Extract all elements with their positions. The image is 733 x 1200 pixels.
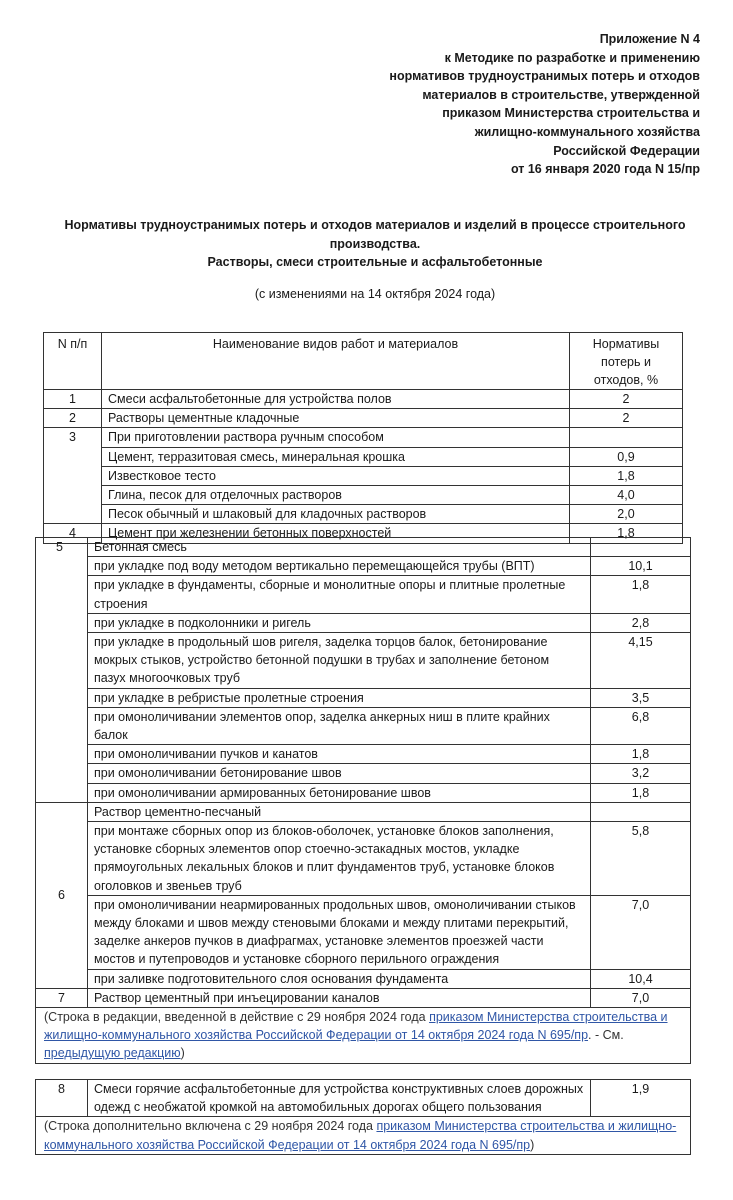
row-value-empty bbox=[591, 802, 691, 821]
row-group-name: Бетонная смесь bbox=[88, 538, 591, 557]
row-value-empty bbox=[591, 538, 691, 557]
note-text: ) bbox=[530, 1137, 535, 1152]
table-note-row bbox=[36, 1117, 691, 1154]
header-name: Наименование видов работ и материалов bbox=[102, 333, 570, 390]
table-row bbox=[36, 688, 691, 707]
title-line-1: Нормативы трудноустранимых потерь и отходов материалов и изделий в процессе строительного bbox=[64, 218, 686, 232]
row-value: 6,8 bbox=[591, 707, 691, 744]
table-row bbox=[36, 707, 691, 744]
table-header-row bbox=[44, 333, 683, 390]
title-line-2: производства. bbox=[329, 236, 421, 251]
row-name: при заливке подготовительного слоя основания фундамента bbox=[88, 969, 591, 988]
norms-table-part-1 bbox=[43, 332, 683, 544]
title-line-3: Растворы, смеси строительные и асфальтобетонные bbox=[207, 255, 543, 270]
row-name: Растворы цементные кладочные bbox=[102, 409, 570, 428]
row-note bbox=[36, 1117, 691, 1154]
previous-edition-link[interactable]: предыдущую редакцию bbox=[44, 1046, 181, 1061]
row-num: 8 bbox=[36, 1080, 88, 1117]
row-num: 7 bbox=[36, 988, 88, 1007]
row-value: 1,8 bbox=[570, 466, 683, 485]
row-name: Известковое тесто bbox=[102, 466, 570, 485]
row-name: при омоноличивании армированных бетонирование швов bbox=[88, 783, 591, 802]
row-value: 5,8 bbox=[591, 822, 691, 896]
table-row bbox=[44, 466, 683, 485]
appendix-line: Приложение N 4 bbox=[599, 32, 700, 46]
row-name: Цемент, терразитовая смесь, минеральная крошка bbox=[102, 447, 570, 466]
document-subtitle: (с изменениями на 14 октября 2024 года) bbox=[254, 287, 496, 301]
row-name: при монтаже сборных опор из блоков-оболочек, установке блоков заполнения, установке сборных элементов опор стоечно-эстакадных мостов, укладке прямоугольных лекальных блоков и плит фундаментов труб, установке блоков оголовков и звеньев труб bbox=[88, 822, 591, 896]
document-title bbox=[40, 216, 710, 272]
row-name: Смеси асфальтобетонные для устройства полов bbox=[102, 390, 570, 409]
table-row bbox=[44, 505, 683, 524]
table-row bbox=[44, 390, 683, 409]
note-text: (Строка в редакции, введенной в действие с 29 ноября 2024 года bbox=[44, 1010, 430, 1025]
row-name: Смеси горячие асфальтобетонные для устройства конструктивных слоев дорожных одежд с необжатой кромкой на автомобильных дорогах общего пользования bbox=[88, 1080, 591, 1117]
row-name: при омоноличивании элементов опор, заделка анкерных ниш в плите крайних балок bbox=[88, 707, 591, 744]
row-name: при укладке в фундаменты, сборные и монолитные опоры и плитные пролетные строения bbox=[88, 576, 591, 613]
table-row bbox=[36, 802, 691, 821]
row-name: Раствор цементный при инъецировании каналов bbox=[88, 988, 591, 1007]
row-name: Цемент при железнении бетонных поверхностей bbox=[102, 524, 570, 543]
row-group-name: Раствор цементно-песчаный bbox=[88, 802, 591, 821]
table-row bbox=[44, 486, 683, 505]
row-value: 7,0 bbox=[591, 988, 691, 1007]
row-group-name: При приготовлении раствора ручным способом bbox=[102, 428, 570, 447]
table-row bbox=[36, 895, 691, 969]
order-link[interactable]: приказом Министерства строительства и жилищно-коммунального хозяйства Российской Федерации от 14 октября 2024 года N 695/пр bbox=[44, 1010, 668, 1043]
table-note-row bbox=[36, 1008, 691, 1064]
order-link[interactable]: приказом Министерства строительства и жилищно-коммунального хозяйства Российской Федерации от 14 октября 2024 года N 695/пр bbox=[44, 1119, 677, 1152]
row-value: 10,1 bbox=[591, 557, 691, 576]
row-name: при омоноличивании бетонирование швов bbox=[88, 764, 591, 783]
row-value: 4,15 bbox=[591, 633, 691, 689]
row-num: 3 bbox=[44, 428, 102, 524]
row-value: 1,8 bbox=[591, 745, 691, 764]
row-num: 5 bbox=[36, 538, 88, 803]
appendix-line: жилищно-коммунального хозяйства bbox=[474, 124, 700, 139]
table-row bbox=[36, 969, 691, 988]
table-row bbox=[36, 822, 691, 896]
row-name: при укладке в подколонники и ригель bbox=[88, 613, 591, 632]
row-value: 2 bbox=[570, 409, 683, 428]
table-row bbox=[36, 783, 691, 802]
row-name: при укладке в ребристые пролетные строения bbox=[88, 688, 591, 707]
row-name: при омоноличивании неармированных продольных швов, омоноличивании стыков между блоками и швов между стеновыми блоками и между плитами перекрытий, заделке анкеров пучков в диафрагмах, установке элементов проезжей части мостов и путепроводов и установке сборного перильного ограждения bbox=[88, 895, 591, 969]
table-row bbox=[36, 745, 691, 764]
note-text: (Строка дополнительно включена с 29 ноября 2024 года bbox=[44, 1119, 377, 1134]
row-num: 1 bbox=[44, 390, 102, 409]
appendix-header bbox=[300, 30, 700, 179]
header-num: N п/п bbox=[44, 333, 102, 390]
table-row bbox=[36, 1080, 691, 1117]
appendix-line: нормативов трудноустранимых потерь и отходов bbox=[389, 69, 700, 84]
row-value: 4,0 bbox=[570, 486, 683, 505]
table-row bbox=[36, 576, 691, 613]
appendix-line: от 16 января 2020 года N 15/пр bbox=[510, 162, 700, 177]
row-value: 1,8 bbox=[570, 524, 683, 543]
row-name: Глина, песок для отделочных растворов bbox=[102, 486, 570, 505]
row-value: 0,9 bbox=[570, 447, 683, 466]
row-value: 10,4 bbox=[591, 969, 691, 988]
table-row bbox=[44, 428, 683, 447]
row-num bbox=[36, 802, 88, 988]
appendix-line: приказом Министерства строительства и bbox=[442, 106, 700, 121]
row-value: 7,0 bbox=[591, 895, 691, 969]
row-value: 1,8 bbox=[591, 783, 691, 802]
row-num: 4 bbox=[44, 524, 102, 543]
row-value: 1,8 bbox=[591, 576, 691, 613]
table-row bbox=[44, 447, 683, 466]
header-norm: Нормативы потерь и отходов, % bbox=[570, 333, 683, 390]
row-name: при омоноличивании пучков и канатов bbox=[88, 745, 591, 764]
row-value: 2,8 bbox=[591, 613, 691, 632]
row-value: 2 bbox=[570, 390, 683, 409]
row-value-empty bbox=[570, 428, 683, 447]
appendix-line: к Методике по разработке и применению bbox=[444, 50, 700, 65]
row-name: при укладке в продольный шов ригеля, заделка торцов балок, бетонирование мокрых стыков, устройство бетонной подушки в трубах и заполнение бетоном пазух многоочковых труб bbox=[88, 633, 591, 689]
note-text: . - См. bbox=[588, 1028, 624, 1043]
table-row bbox=[44, 409, 683, 428]
table-row bbox=[36, 538, 691, 557]
table-row bbox=[36, 988, 691, 1007]
appendix-line: Российской Федерации bbox=[553, 143, 700, 158]
table-row bbox=[36, 613, 691, 632]
row-value: 3,2 bbox=[591, 764, 691, 783]
row-note bbox=[36, 1008, 691, 1064]
table-row bbox=[36, 764, 691, 783]
note-text: ) bbox=[180, 1046, 185, 1061]
row-num: 2 bbox=[44, 409, 102, 428]
norms-table-part-3 bbox=[35, 1079, 691, 1155]
row-value: 1,9 bbox=[591, 1080, 691, 1117]
row-value: 2,0 bbox=[570, 505, 683, 524]
row-value: 3,5 bbox=[591, 688, 691, 707]
row-name: при укладке под воду методом вертикально перемещающейся трубы (ВПТ) bbox=[88, 557, 591, 576]
appendix-line: материалов в строительстве, утвержденной bbox=[422, 87, 700, 102]
table-row bbox=[36, 633, 691, 689]
table-row bbox=[36, 557, 691, 576]
row-num-label: 6 bbox=[58, 888, 65, 903]
row-name: Песок обычный и шлаковый для кладочных растворов bbox=[102, 505, 570, 524]
norms-table-part-2 bbox=[35, 537, 691, 1064]
